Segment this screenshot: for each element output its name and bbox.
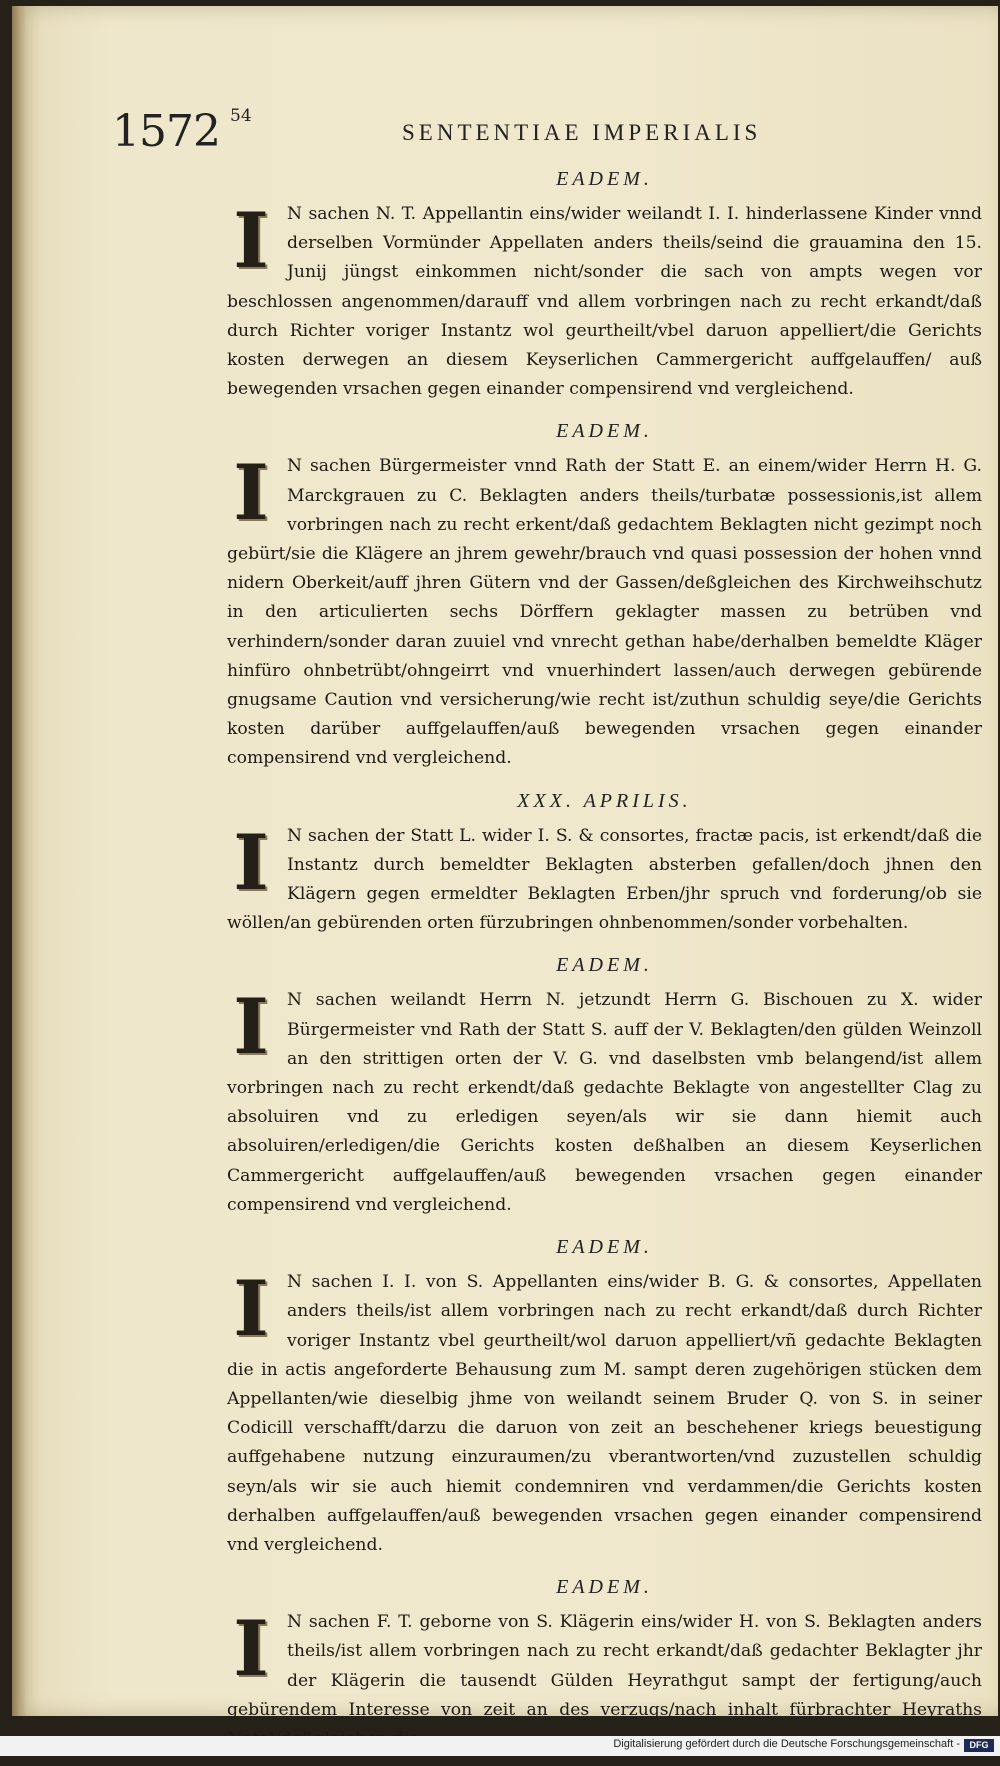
dfg-logo-icon: DFG [964,1739,994,1752]
drop-cap-initial: I [233,982,269,1072]
judgment-body: N sachen weilandt Herrn N. jetzundt Herrn G. Bischouen zu X. wider Bürgermeister vnd Rath der Statt S. auff der V. Beklagten/den gülden Weinzoll an den strittigen orten der V. G. vnd daselbsten vmb belangend/ist allem vorbringen nach zu recht erkendt/daß gedachte Beklagte von angestellter Clag zu absoluiren vnd zu erledigen seyen/als wir sie dann hiemit auch absoluiren/erledigen/die Gerichts kosten deßhalben an diesem Keyserlichen Cammergericht auffgelauffen/auß bewegenden vrsachen gegen einander compensirend vnd vergleichend. [227,990,982,1215]
folio-number: 54 [230,106,252,126]
digitization-credit: Digitalisierung gefördert durch die Deutsche Forschungsgemeinschaft - [613,1738,960,1750]
footer-bar [0,1736,1000,1756]
judgment-section [227,164,982,404]
judgment-section [227,416,982,773]
section-heading: XXX. APRILIS. [517,789,692,812]
drop-cap-initial: I [233,817,269,907]
book-page [12,6,998,1720]
judgment-body: N sachen Bürgermeister vnnd Rath der Statt E. an einem/wider Herrn H. G. Marckgrauen zu C. Beklagten anders theils/turbatæ possessionis,ist allem vorbringen nach zu recht erkent/daß gedachtem Beklagten nicht gezimpt noch gebürt/sie die Klägere an jhrem gewehr/brauch vnd quasi possession der hohen vnnd nidern Oberkeit/auff jhren Gütern vnd der Gassen/deßgleichen des Kirchweihschutz in den articulierten sechs Dörffern geklagter massen zu betrüben vnd verhindern/sonder daran zuuiel vnd vnrecht gethan habe/derhalben bemeldte Kläger hinfüro ohnbetrübt/ohngeirrt vnd vnuerhindert lassen/auch derwegen gebürende gnugsame Caution vnd versicherung/wie recht ist/zuthun schuldig seye/die Gerichts kosten darüber auffgelauffen/auß bewegenden vrsachen gegen einander compensirend vnd vergleichend. [227,456,982,769]
drop-cap-initial: I [233,448,269,538]
judgment-text [227,1264,982,1560]
section-heading: EADEM. [556,1576,653,1599]
book-spine [12,6,26,1716]
judgment-body: N sachen I. I. von S. Appellanten eins/wider B. G. & consortes, Appellaten anders theils/ist allem vorbringen nach zu recht erkandt/daß durch Richter voriger Instantz vbel geurtheilt/wol daruon appelliert/vñ gedachte Beklagten die in actis angeforderte Behausung zum M. sampt deren zugehörigen stücken dem Appellanten/wie dieselbig jhme von weilandt seinem Bruder Q. von S. in seiner Codicill verschafft/darzu die daruon von zeit an beschehener kriegs beuestigung auffgehabene nutzung einzuraumen/zu vberantworten/vnd zuzustellen schuldig seyn/als wir sie auch hiemit condemniren vnd verdammen/die Gerichts kosten derhalben auffgelauffen/auß bewegenden vrsachen gegen einander compensirend vnd vergleichend. [227,1272,982,1555]
judgment-body: N sachen N. T. Appellantin eins/wider weilandt I. I. hinderlassene Kinder vnnd derselben Vormünder Appellaten anders theils/seind die grauamina den 15. Junij jüngst einkommen nicht/sonder die sach von ampts wegen vor beschlossen angenommen/darauff vnd allem vorbringen nach zu recht erkandt/daß durch Richter voriger Instantz wol geurtheilt/vbel daruon appelliert/die Gerichts kosten derwegen an diesem Keyserlichen Cammergericht auffgelauffen/ auß bewegenden vrsachen gegen einander compensirend vnd vergleichend. [227,204,982,400]
judgment-body: N sachen der Statt L. wider I. S. & consortes, fractæ pacis, ist erkendt/daß die Instantz durch bemeldter Beklagten absterben gefallen/doch jhnen den Klägern gegen ermeldter Beklagten Erben/jhr spruch vnd forderung/ob sie wöllen/an gebürenden orten fürzubringen ohnbenommen/sonder vorbehalten. [227,825,982,934]
section-heading: EADEM. [556,954,653,977]
section-heading: EADEM. [556,168,653,190]
drop-cap-initial: I [233,1264,269,1354]
page-year: 1572 [112,106,220,157]
page-content [227,164,982,1766]
judgment-text [227,1604,982,1754]
section-heading: EADEM. [556,420,653,443]
drop-cap-initial: I [233,196,269,285]
judgment-body: N sachen F. T. geborne von S. Klägerin eins/wider H. von S. Beklagten anders theils/ist allem vorbringen nach zu recht erkandt/daß gedachter Beklagter jhr der Klägerin die tausendt Gülden Heyrathgut sampt der fertigung/auch gebürendem Interesse von zeit an des verzugs/nach inhalt fürbrachter Heyraths [227,1612,982,1720]
judgment-section [227,1232,982,1560]
judgment-section [227,786,982,939]
section-heading: EADEM. [556,1236,653,1259]
judgment-text [227,982,982,1220]
drop-cap-initial: I [233,1604,269,1694]
judgment-section [227,1572,982,1754]
judgment-section [227,950,982,1220]
page-header [112,106,992,156]
running-title: SENTENTIAE IMPERIALIS [402,120,762,145]
judgment-text [227,448,982,773]
judgment-text [227,196,982,404]
judgment-text [227,817,982,939]
